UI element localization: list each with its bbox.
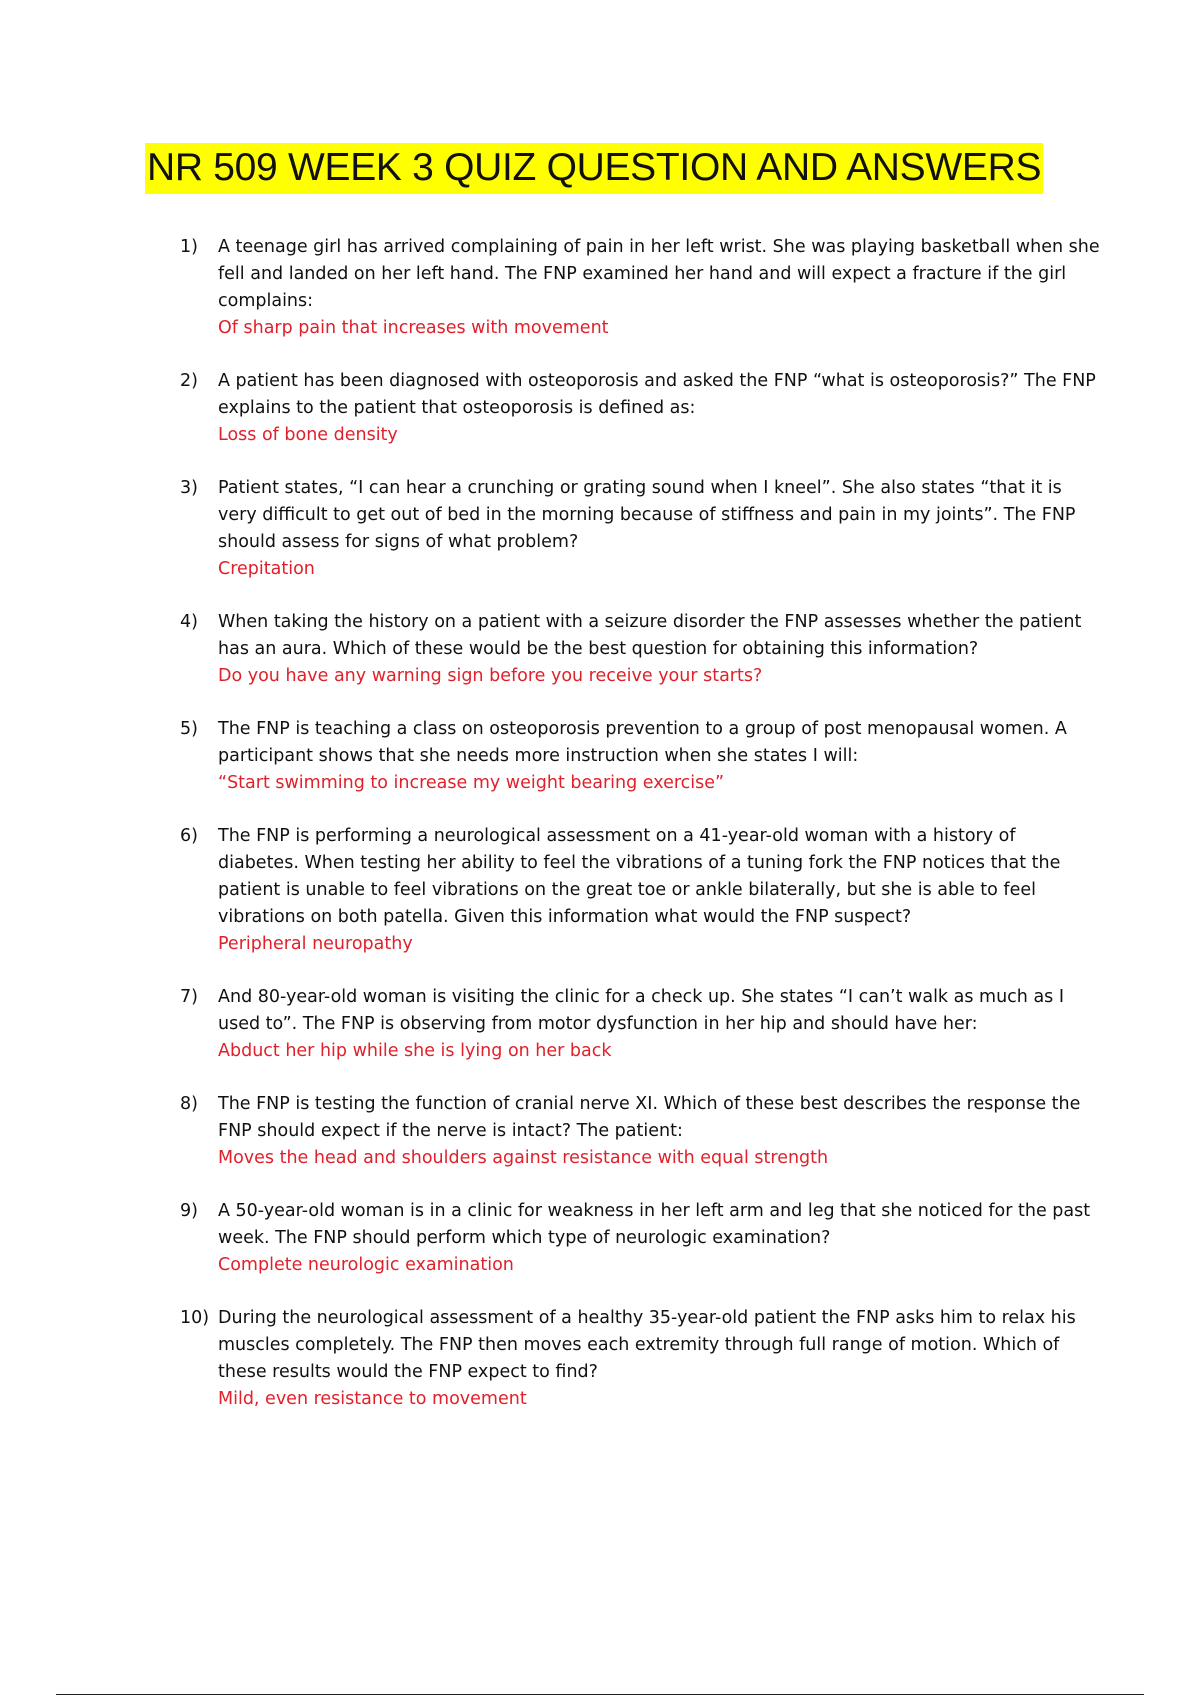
question-number: 5) [180,719,198,739]
answer-text: Peripheral neuropathy [218,934,413,954]
answer-text: Moves the head and shoulders against resistance with equal strength [218,1148,829,1168]
question-item [180,234,1100,342]
question-text: The FNP is performing a neurological assessment on a 41-year-old woman with a history of diabetes. When testing her ability to feel the vibrations of a tuning fork the FNP notices that the patient is unable to feel vibrations on the great toe or ankle bilaterally, but she is able to feel vibrations on both patella. Given this information what would the FNP suspect? [218,826,1061,927]
question-text: A 50-year-old woman is in a clinic for weakness in her left arm and leg that she noticed for the past week. The FNP should perform which type of neurologic examination? [218,1201,1091,1248]
question-number: 3) [180,478,198,498]
question-number: 6) [180,826,198,846]
answer-text: Complete neurologic examination [218,1255,514,1275]
footer-divider [56,1694,1144,1695]
answer-text: “Start swimming to increase my weight bearing exercise” [218,773,725,793]
question-text: The FNP is testing the function of cranial nerve XI. Which of these best describes the response the FNP should expect if the nerve is intact? The patient: [218,1094,1081,1141]
answer-text: Crepitation [218,559,315,579]
answer-text: Abduct her hip while she is lying on her back [218,1041,612,1061]
question-item [180,1091,1100,1172]
answer-text: Do you have any warning sign before you receive your starts? [218,666,763,686]
question-item [180,368,1100,449]
question-item [180,823,1100,958]
question-list [180,234,1100,1439]
question-text: During the neurological assessment of a healthy 35-year-old patient the FNP asks him to relax his muscles completely. The FNP then moves each extremity through full range of motion. Which of these results would the FNP expect to find? [218,1308,1076,1382]
question-number: 8) [180,1094,198,1114]
question-item [180,609,1100,690]
question-text: A patient has been diagnosed with osteoporosis and asked the FNP “what is osteoporosis?” The FNP explains to the patient that osteoporosis is defined as: [218,371,1096,418]
question-number: 2) [180,371,198,391]
page-title: NR 509 WEEK 3 QUIZ QUESTION AND ANSWERS [145,143,1043,194]
question-number: 4) [180,612,198,632]
answer-text: Of sharp pain that increases with movement [218,318,609,338]
question-number: 7) [180,987,198,1007]
question-text: Patient states, “I can hear a crunching or grating sound when I kneel”. She also states “that it is very difficult to get out of bed in the morning because of stiffness and pain in my joints”. The FNP should assess for signs of what problem? [218,478,1076,552]
question-text: When taking the history on a patient with a seizure disorder the FNP assesses whether the patient has an aura. Which of these would be the best question for obtaining this information? [218,612,1082,659]
question-item [180,475,1100,583]
answer-text: Loss of bone density [218,425,398,445]
question-item [180,1305,1100,1413]
question-item [180,984,1100,1065]
question-number: 10) [180,1308,210,1328]
question-text: A teenage girl has arrived complaining of pain in her left wrist. She was playing basketball when she fell and landed on her left hand. The FNP examined her hand and will expect a fracture if the girl complains: [218,237,1100,311]
question-item [180,716,1100,797]
question-number: 9) [180,1201,198,1221]
question-text: The FNP is teaching a class on osteoporosis prevention to a group of post menopausal women. A participant shows that she needs more instruction when she states I will: [218,719,1067,766]
question-text: And 80-year-old woman is visiting the clinic for a check up. She states “I can’t walk as much as I used to”. The FNP is observing from motor dysfunction in her hip and should have her: [218,987,1065,1034]
answer-text: Mild, even resistance to movement [218,1389,527,1409]
question-item [180,1198,1100,1279]
question-number: 1) [180,237,198,257]
